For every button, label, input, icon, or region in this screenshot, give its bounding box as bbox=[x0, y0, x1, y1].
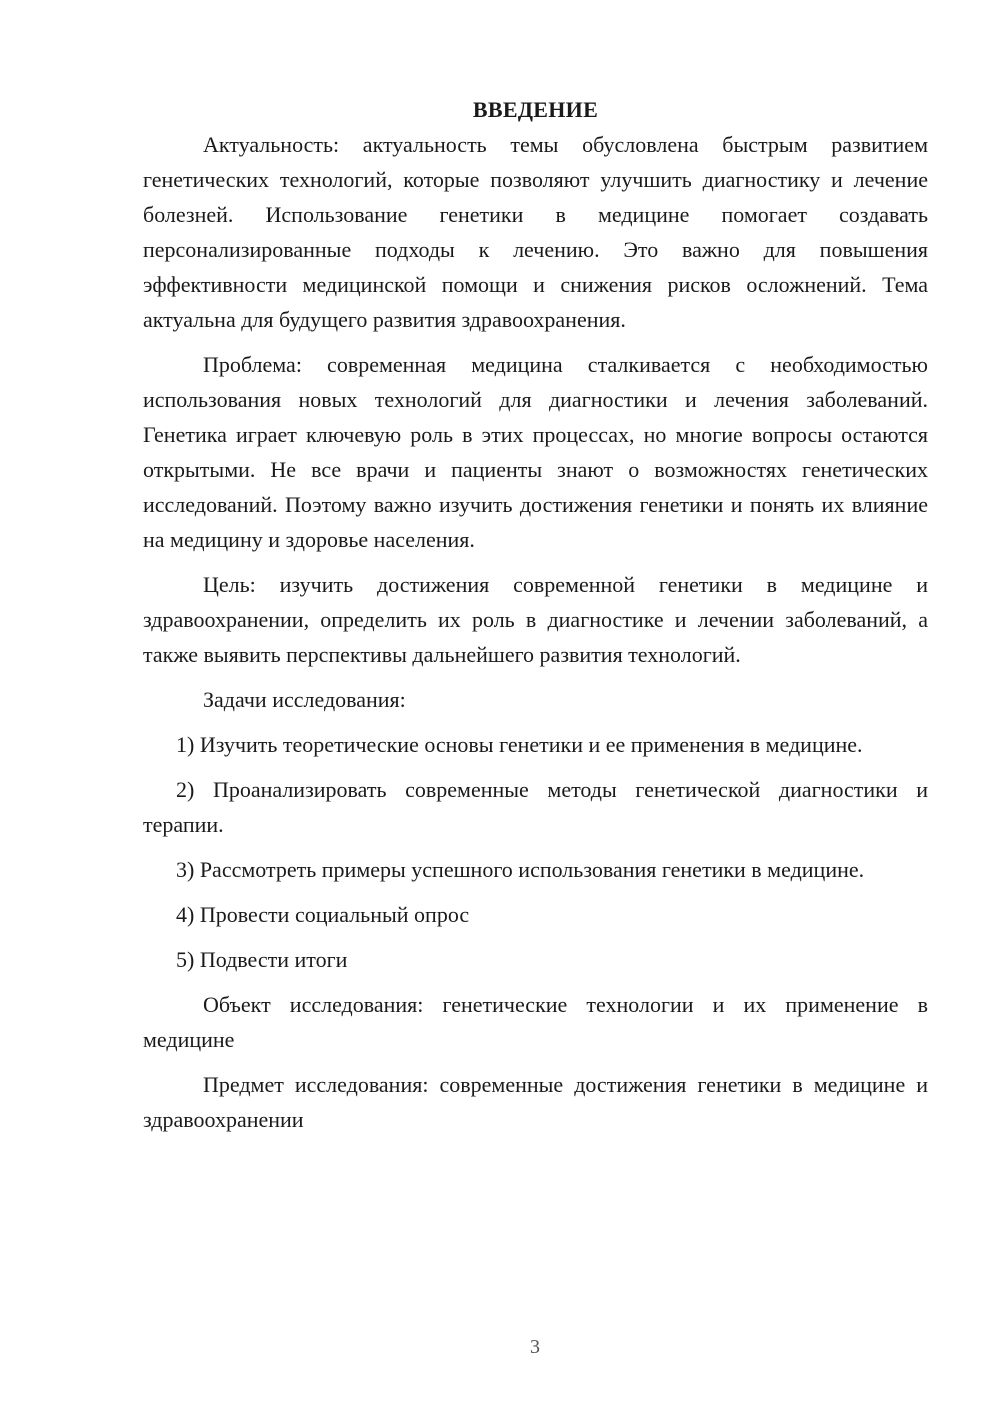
tasks-heading: Задачи исследования: bbox=[203, 687, 406, 712]
subject-paragraph: Предмет исследования: современные достижения генетики в медицине и здравоохранении bbox=[143, 1072, 928, 1132]
task-item-3: 3) Рассмотреть примеры успешного использования генетики в медицине. bbox=[176, 857, 865, 882]
task-item-5: 5) Подвести итоги bbox=[176, 947, 348, 972]
goal-paragraph: Цель: изучить достижения современной генетики в медицине и здравоохранении, определить их роль в диагностике и лечении заболеваний, а также выявить перспективы дальнейшего развития технологий. bbox=[143, 572, 928, 667]
task-item-1: 1) Изучить теоретические основы генетики и ее применения в медицине. bbox=[176, 732, 863, 757]
section-title: ВВЕДЕНИЕ bbox=[472, 97, 599, 122]
document-page bbox=[143, 95, 928, 1147]
relevance-paragraph: Актуальность: актуальность темы обусловлена быстрым развитием генетических технологий, которые позволяют улучшить диагностику и лечение болезней. Использование генетики в медицине помогает создавать персонализированные подходы к лечению. Это важно для повышения эффективности медицинской помощи и снижения рисков осложнений. Тема актуальна для будущего развития здравоохранения. bbox=[143, 132, 928, 332]
object-paragraph: Объект исследования: генетические технологии и их применение в медицине bbox=[143, 992, 928, 1052]
task-item-2: 2) Проанализировать современные методы генетической диагностики и терапии. bbox=[143, 777, 928, 837]
problem-paragraph: Проблема: современная медицина сталкивается с необходимостью использования новых технологий для диагностики и лечения заболеваний. Генетика играет ключевую роль в этих процессах, но многие вопросы остаются открытыми. Не все врачи и пациенты знают о возможностях генетических исследований. Поэтому важно изучить достижения генетики и понять их влияние на медицину и здоровье населения. bbox=[143, 352, 928, 552]
task-item-4: 4) Провести социальный опрос bbox=[176, 902, 470, 927]
page-number: 3 bbox=[530, 1336, 540, 1358]
